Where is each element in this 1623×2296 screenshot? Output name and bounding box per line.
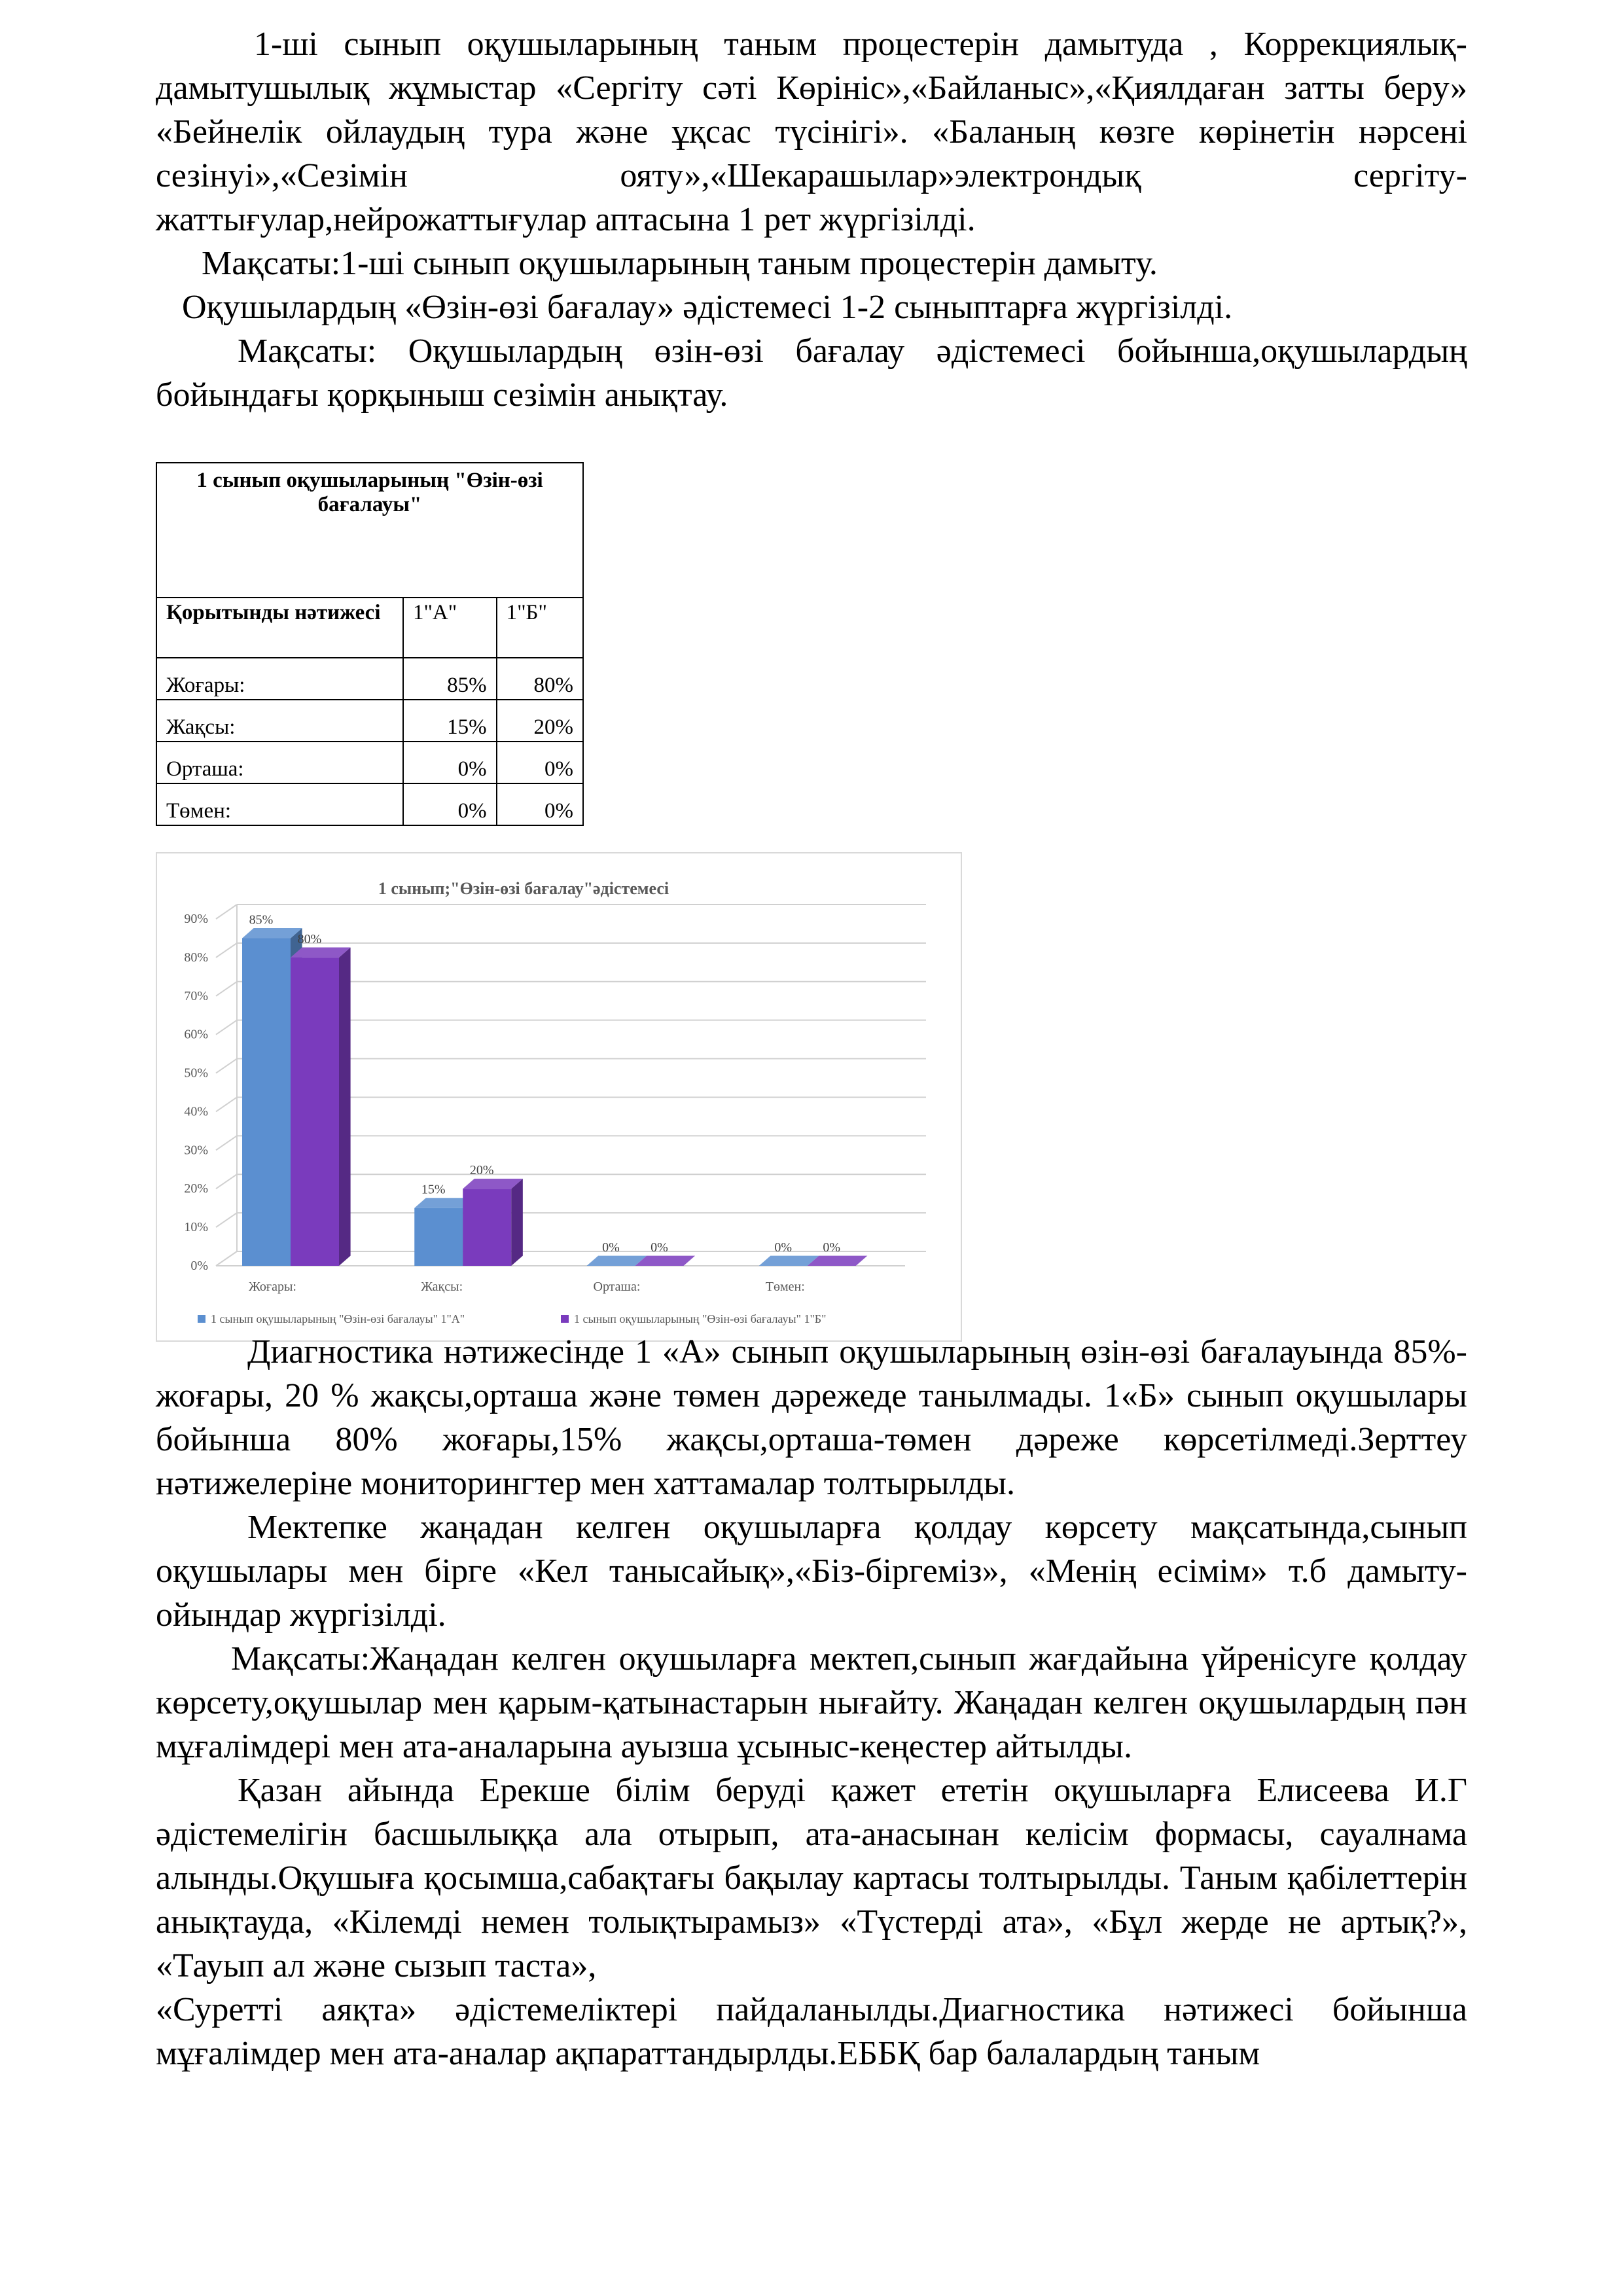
paragraph-8: Қазан айында Ерекше білім беруді қажет ететін оқушыларға Елисеева И.Г әдістемелігін басшылыққа ала отырып, ата-анасынан келісім формасы, сауалнама алынды.Оқушыға қосымша,сабақтағы бақылау картасы толтырылды. Таным қабілеттерін анықтауда, «Кілемді немен толықтырамыз» «Түстерді ата», «Бұл жерде не артық?», «Тауып ал және сызып таста», xyxy=(156,1772,1467,1984)
legend-swatch xyxy=(561,1315,569,1323)
gridline-diagonal xyxy=(216,1020,237,1035)
table-title: 1 сынып оқушыларының "Өзін-өзі бағалауы" xyxy=(156,463,583,598)
y-tick-label: 90% xyxy=(184,912,208,926)
row-label: Төмен: xyxy=(156,783,403,825)
bar xyxy=(759,1240,819,1266)
paragraph-7: Мақсаты:Жаңадан келген оқушыларға мектеп,сынып жағдайына үйренісуге қолдау көрсету,оқушылар мен қарым-қатынастарын нығайту. Жаңадан келген оқушылардың пән мұғалімдері мен ата-аналарына ауызша ұсыныс-кеңестер айтылды. xyxy=(156,1640,1467,1765)
paragraph-1: 1-ші сынып оқушыларының таным процестерін дамытуда , Коррекциялық-дамытушылық жұмыстар «Сергіту сәті Көрініс»,«Байланыс»,«Қиялдаған затты беру» «Бейнелік ойлаудың тура және ұқсас түсінігі». «Баланың көзге көрінетін нәрсені сезінуі»,«Сезімін ояту»,«Шекарашылар»электрондық сергіту-жаттығулар,нейрожаттығулар аптасына 1 рет жүргізілді. xyxy=(156,26,1467,238)
data-label: 0% xyxy=(774,1240,793,1255)
y-tick-label: 80% xyxy=(184,950,208,965)
row-value-b: 20% xyxy=(497,700,583,742)
y-tick-label: 50% xyxy=(184,1066,208,1081)
y-tick-label: 10% xyxy=(184,1220,208,1235)
chart-svg xyxy=(157,853,961,1340)
table-col-header: Қорытынды нәтижесі xyxy=(156,598,403,658)
chart-title: 1 сынып;"Өзін-өзі бағалау"әдістемесі xyxy=(378,879,669,898)
row-label: Жақсы: xyxy=(156,700,403,742)
gridline-diagonal xyxy=(216,1136,237,1150)
table-row xyxy=(156,742,583,783)
gridline-diagonal xyxy=(216,1213,237,1227)
x-category-label: Жақсы: xyxy=(421,1280,463,1294)
paragraph-2: Мақсаты:1-ші сынып оқушыларының таным процестерін дамыту. xyxy=(202,245,1158,282)
bar xyxy=(808,1240,868,1266)
data-label: 85% xyxy=(249,912,274,927)
bar xyxy=(635,1240,696,1266)
chart-y-axis xyxy=(184,912,208,1273)
bar xyxy=(291,932,351,1266)
data-label: 15% xyxy=(421,1182,446,1197)
x-category-label: Төмен: xyxy=(765,1280,805,1294)
results-chart xyxy=(156,852,962,1342)
legend-entry: 1 сынып оқушыларының "Өзін-өзі бағалауы" 1"Б" xyxy=(574,1312,827,1325)
bar-front xyxy=(414,1208,463,1266)
table-row xyxy=(156,700,583,742)
paragraph-5: Диагностика нәтижесінде 1 «А» сынып оқушыларының өзін-өзі бағалауында 85%- жоғары, 20 % жақсы,орташа және төмен дәрежеде танылмады. 1«Б» сынып оқушылары бойынша 80% жоғары,15% жақсы,орташа-төмен дәреже көрсетілмеді.Зерттеу нәтижелеріне мониторингтер мен хаттамалар толтырылды. xyxy=(156,1333,1467,1502)
row-value-b: 0% xyxy=(497,783,583,825)
results-table xyxy=(156,462,584,826)
gridline-diagonal xyxy=(216,982,237,996)
paragraph-9: «Суретті аяқта» әдістемеліктері пайдаланылды.Диагностика нәтижесі бойынша мұғалімдер мен ата-аналар ақпараттандырлды.ЕББҚ бар балалардың таным xyxy=(156,1991,1467,2072)
table-col-b: 1"Б" xyxy=(497,598,583,658)
y-tick-label: 0% xyxy=(190,1259,208,1273)
y-tick-label: 70% xyxy=(184,988,208,1003)
row-value-a: 85% xyxy=(403,658,497,700)
row-value-a: 15% xyxy=(403,700,497,742)
bar-side xyxy=(511,1179,523,1266)
bar-front xyxy=(463,1189,511,1266)
bar-front xyxy=(291,958,339,1266)
table-row xyxy=(156,783,583,825)
text-top xyxy=(156,22,1467,417)
row-value-b: 80% xyxy=(497,658,583,700)
data-label: 0% xyxy=(651,1240,668,1255)
data-label: 0% xyxy=(602,1240,620,1255)
gridline-diagonal xyxy=(216,1097,237,1111)
y-tick-label: 60% xyxy=(184,1027,208,1042)
row-label: Орташа: xyxy=(156,742,403,783)
data-label: 20% xyxy=(469,1163,494,1178)
table-row xyxy=(156,658,583,700)
row-label: Жоғары: xyxy=(156,658,403,700)
table-col-a: 1"А" xyxy=(403,598,497,658)
bar-side xyxy=(339,947,351,1266)
row-value-b: 0% xyxy=(497,742,583,783)
x-category-label: Орташа: xyxy=(593,1280,641,1294)
x-category-label: Жоғары: xyxy=(249,1280,296,1294)
gridline-diagonal xyxy=(216,943,237,958)
paragraph-6: Мектепке жаңадан келген оқушыларға қолдау көрсету мақсатында,сынып оқушылары мен бірге «Кел танысайық»,«Біз-біргеміз», «Менің есімім» т.б дамыту-ойындар жүргізілді. xyxy=(156,1509,1467,1634)
chart-legend xyxy=(198,1312,826,1325)
row-value-a: 0% xyxy=(403,742,497,783)
chart-x-axis xyxy=(249,1280,805,1294)
bar xyxy=(463,1163,523,1266)
y-tick-label: 30% xyxy=(184,1143,208,1158)
gridline-diagonal xyxy=(216,905,237,919)
bar-front xyxy=(242,938,291,1266)
legend-entry: 1 сынып оқушыларының "Өзін-өзі бағалауы" 1"А" xyxy=(211,1312,465,1325)
text-bottom xyxy=(156,1330,1467,2075)
bar xyxy=(587,1240,647,1266)
legend-swatch xyxy=(198,1315,205,1323)
data-label: 80% xyxy=(297,931,322,946)
paragraph-3: Оқушылардың «Өзін-өзі бағалау» әдістемесі 1-2 сыныптарға жүргізілді. xyxy=(182,289,1233,326)
gridline-diagonal xyxy=(216,1174,237,1189)
gridline-diagonal xyxy=(216,1251,237,1266)
row-value-a: 0% xyxy=(403,783,497,825)
gridline-diagonal xyxy=(216,1059,237,1073)
y-tick-label: 40% xyxy=(184,1104,208,1119)
data-label: 0% xyxy=(823,1240,841,1255)
y-tick-label: 20% xyxy=(184,1181,208,1196)
paragraph-4: Мақсаты: Оқушылардың өзін-өзі бағалау әдістемесі бойынша,оқушылардың бойындағы қорқыныш сезімін анықтау. xyxy=(156,332,1467,414)
